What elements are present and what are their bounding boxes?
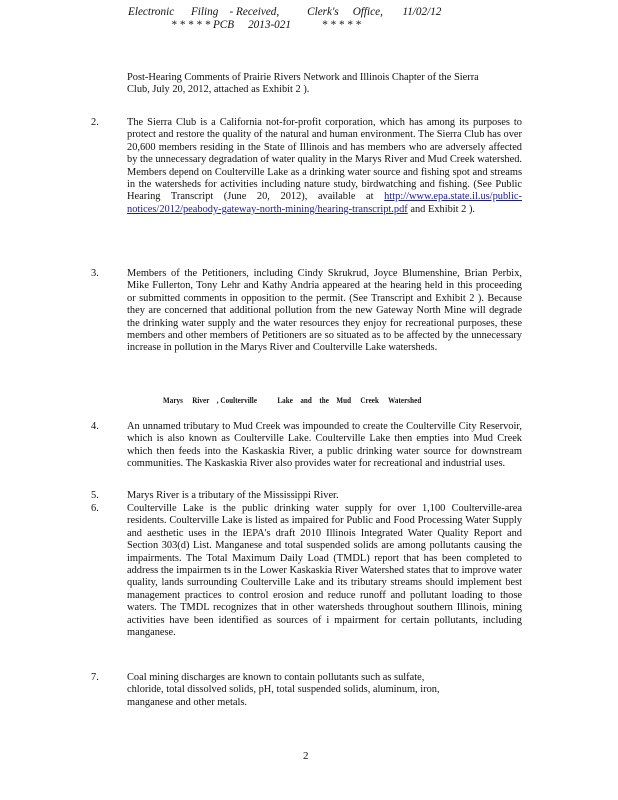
paragraph-body: Members of the Petitioners, including Cindy Skrukrud, Joyce Blumenshine, Brian Perbix, Mike Fullerton, Tony Lehr and Kathy Andria appeared at the hearing held in this proceeding or submitted comments in opposition to the permit. (See Transcript and Exhibit 2 ). Because they are concerned that additional pollution from the new Gateway North Mine will degrade the drinking water supply and the water resources they enjoy for recreational purposes, these members and other members of Petitioners are so situated as to be affected by the unnecessary increase in pollution in the Marys River and Coulterville Lake watersheds.: [127, 268, 522, 354]
paragraph-body: Marys River is a tributary of the Mississippi River.: [127, 490, 339, 501]
filing-header: [128, 6, 441, 32]
paragraph-number: 4.: [91, 421, 99, 432]
paragraph-body: An unnamed tributary to Mud Creek was impounded to create the Coulterville City Reservoir, which is also known as Coulterville Lake. Coulterville Lake then empties into Mud Creek which then feeds into the Kaskaskia River, a public drinking water source for downstream communities. The Kaskaskia River also provides water for recreational and industrial uses.: [127, 421, 522, 470]
case-number-line: * * * * * PCB 2013-021 * * * * *: [171, 19, 361, 31]
paragraph-text-end: and Exhibit 2 ).: [410, 203, 476, 215]
paragraph-number: 7.: [91, 672, 99, 683]
paragraph-body: Coulterville Lake is the public drinking water supply for over 1,100 Coulterville-area residents. Coulterville Lake is listed as impaired for Public and Food Processing Water Supply and aesthetic uses in the IEPA's draft 2010 Illinois Integrated Water Quality Report and Section 303(d) List. Manganese and total suspended solids are among pollutants causing the impairments. The Total Maximum Daily Load (TMDL) report that has been completed to address the impairmen ts in the Lower Kaskaskia River Watershed states that to improve water quality, lands surrounding Coulterville Lake and its tributary streams should implement best management practices to control erosion and reduce runoff and pollutant loading to those waters. The TMDL recognizes that in other watersheds throughout southern Illinois, mining activities have been identified as sources of i mpairment for certain pollutants, including manganese.: [127, 503, 522, 639]
paragraph-number: 5.: [91, 490, 99, 501]
section-subheading: Marys River , Coulterville Lake and the Mud Creek Watershed: [163, 396, 422, 405]
page-number: 2: [303, 750, 309, 762]
hearing-transcript-link[interactable]: http://www.epa.state.il.us/public-notices/2012/peabody-gateway-north-mining/hearing-transcript.pdf: [127, 191, 522, 215]
paragraph-body: Coal mining discharges are known to contain pollutants such as sulfate, chloride, total dissolved solids, pH, total suspended solids, aluminum, iron, manganese and other metals.: [127, 672, 440, 708]
paragraph-text: The Sierra Club is a California not-for-profit corporation, which has among its purposes to protect and restore the quality of the natural and human environment. The Sierra Club has over 20,600 members residing in the State of Illinois and has members who are adversely affected by the unnecessary degradation of water quality in the Marys River and Mud Creek watershed. Members depend on Coulterville Lake as a drinking water source and fishing spot and streams in the watersheds for activities including nature study, birdwatching and fishing. (See Public Hearing Transcript (June 20, 2012), available at: [127, 117, 522, 203]
paragraph-number: 3.: [91, 268, 99, 279]
paragraph-number: 6.: [91, 503, 99, 514]
paragraph-number: 2.: [91, 117, 99, 128]
paragraph-body: [127, 117, 522, 216]
intro-paragraph: Post-Hearing Comments of Prairie Rivers Network and Illinois Chapter of the Sierra Club, July 20, 2012, attached as Exhibit 2 ).: [127, 72, 479, 96]
filing-stamp-line: Electronic Filing - Received, Clerk's Office, 11/02/12: [128, 6, 442, 18]
